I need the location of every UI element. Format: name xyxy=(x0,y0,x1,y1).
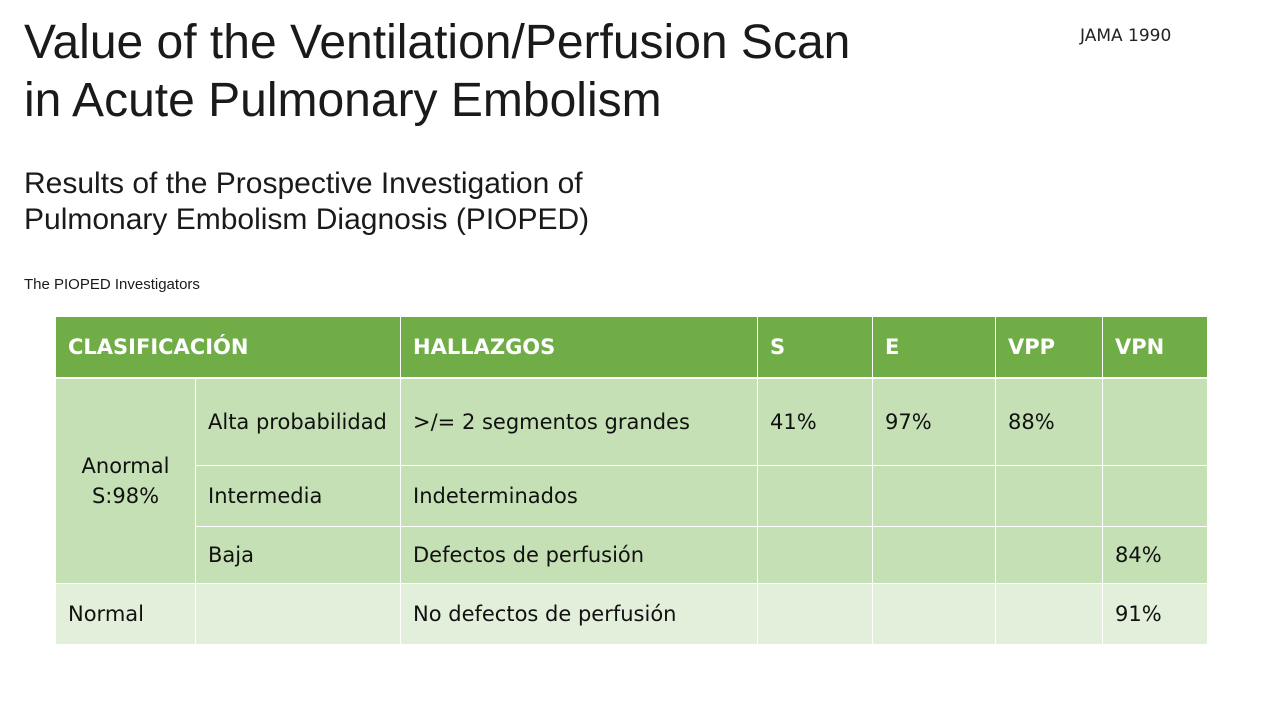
category-cell: Baja xyxy=(196,527,401,584)
title-line-2: in Acute Pulmonary Embolism xyxy=(24,74,662,127)
title-line-1: Value of the Ventilation/Perfusion Scan xyxy=(24,16,851,69)
results-table-container xyxy=(55,316,1208,645)
sensitivity-cell xyxy=(758,584,873,645)
table-row xyxy=(56,378,1208,466)
header-clasificacion: CLASIFICACIÓN xyxy=(56,317,401,379)
category-cell xyxy=(196,584,401,645)
table-header-row xyxy=(56,317,1208,379)
authors-label: The PIOPED Investigators xyxy=(24,276,200,293)
table-row xyxy=(56,527,1208,584)
abnormal-sensitivity: S:98% xyxy=(91,484,160,508)
specificity-cell xyxy=(873,584,996,645)
vpp-cell: 88% xyxy=(996,378,1103,466)
vpn-cell xyxy=(1103,378,1208,466)
results-table xyxy=(55,316,1208,645)
vpp-cell xyxy=(996,527,1103,584)
header-hallazgos: HALLAZGOS xyxy=(401,317,758,379)
table-row-normal xyxy=(56,584,1208,645)
sensitivity-cell xyxy=(758,527,873,584)
specificity-cell: 97% xyxy=(873,378,996,466)
vpp-cell xyxy=(996,466,1103,527)
finding-cell: Defectos de perfusión xyxy=(401,527,758,584)
header-s: S xyxy=(758,317,873,379)
vpn-cell xyxy=(1103,466,1208,527)
subtitle-line-1: Results of the Prospective Investigation of xyxy=(24,167,583,200)
vpn-cell: 91% xyxy=(1103,584,1208,645)
vpp-cell xyxy=(996,584,1103,645)
header-e: E xyxy=(873,317,996,379)
category-cell: Alta probabilidad xyxy=(196,378,401,466)
finding-cell: Indeterminados xyxy=(401,466,758,527)
normal-label-cell: Normal xyxy=(56,584,196,645)
specificity-cell xyxy=(873,527,996,584)
subtitle-line-2: Pulmonary Embolism Diagnosis (PIOPED) xyxy=(24,203,590,236)
abnormal-group-cell xyxy=(56,378,196,584)
sensitivity-cell xyxy=(758,466,873,527)
sensitivity-cell: 41% xyxy=(758,378,873,466)
reference-label: JAMA 1990 xyxy=(1080,26,1172,46)
specificity-cell xyxy=(873,466,996,527)
slide-title xyxy=(24,14,850,130)
abnormal-label: Anormal xyxy=(81,454,170,478)
table-row xyxy=(56,466,1208,527)
header-vpn: VPN xyxy=(1103,317,1208,379)
slide-subtitle xyxy=(24,166,589,238)
finding-cell: >/= 2 segmentos grandes xyxy=(401,378,758,466)
finding-cell: No defectos de perfusión xyxy=(401,584,758,645)
category-cell: Intermedia xyxy=(196,466,401,527)
header-vpp: VPP xyxy=(996,317,1103,379)
vpn-cell: 84% xyxy=(1103,527,1208,584)
